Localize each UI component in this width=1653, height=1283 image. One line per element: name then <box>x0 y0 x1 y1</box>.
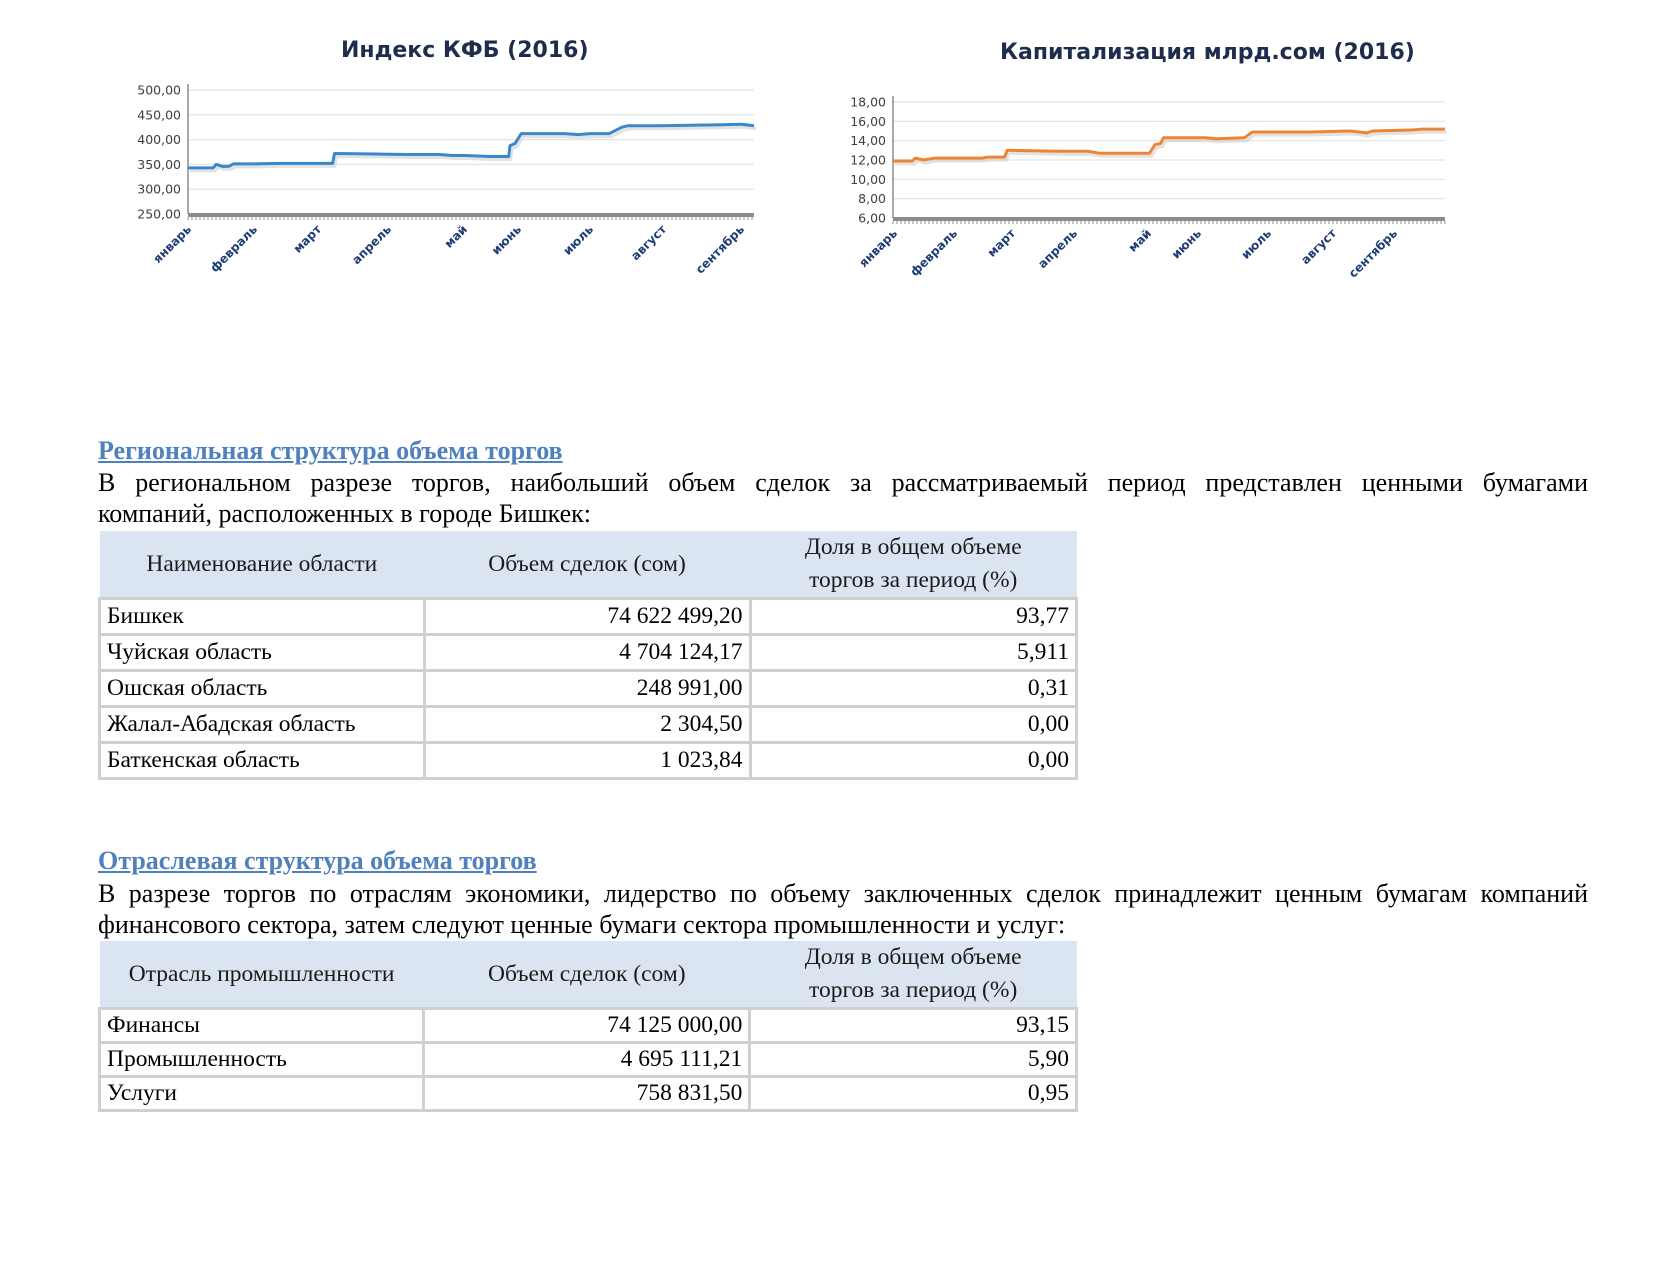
x-month-label: апрель <box>1035 226 1081 272</box>
cell-volume: 2 304,50 <box>424 707 750 743</box>
x-axis <box>188 213 754 217</box>
sector-table <box>98 941 1078 1112</box>
cell-name: Баткенская область <box>100 743 425 779</box>
chart-title-kfb-index: Индекс КФБ (2016) <box>341 38 589 63</box>
table-row <box>100 671 1077 707</box>
cell-name: Финансы <box>100 1009 424 1043</box>
cell-volume: 4 704 124,17 <box>424 635 750 671</box>
cell-name: Промышленность <box>100 1043 424 1077</box>
cell-volume: 74 622 499,20 <box>424 599 750 635</box>
column-header-share-line: Доля в общем объеме <box>804 944 1022 970</box>
cell-share: 5,911 <box>750 635 1077 671</box>
series-line <box>188 124 754 168</box>
cell-share: 0,31 <box>750 671 1077 707</box>
table-row <box>100 1043 1077 1077</box>
cell-name: Жалал-Абадская область <box>100 707 425 743</box>
cell-share: 0,95 <box>750 1077 1077 1111</box>
y-tick-label: 450,00 <box>137 107 181 123</box>
table-header-row <box>100 531 1077 599</box>
paragraph-line: финансового сектора, затем следуют ценные бумаги сектора промышленности и услуг: <box>98 910 1066 939</box>
column-header-industry: Отрасль промышленности <box>100 941 424 1009</box>
section-heading-sector: Отраслевая структура объема торгов <box>98 846 537 875</box>
y-tick-label: 500,00 <box>137 82 181 98</box>
x-month-label: август <box>628 222 670 264</box>
paragraph-regional <box>98 467 1588 529</box>
cell-volume: 1 023,84 <box>424 743 750 779</box>
cell-share: 93,15 <box>750 1009 1077 1043</box>
x-month-label: июнь <box>1168 226 1205 262</box>
paragraph-line: В региональном разрезе торгов, наибольший объем сделок за рассматриваемый период представлен ценными бумагами <box>98 468 1588 497</box>
chart-title-capitalization: Капитализация млрд.сом (2016) <box>1000 40 1415 65</box>
cell-name: Ошская область <box>100 671 425 707</box>
y-tick-label: 12,00 <box>850 152 886 168</box>
y-tick-label: 14,00 <box>850 133 886 149</box>
x-month-label: февраль <box>907 226 961 280</box>
x-month-label: июнь <box>488 222 525 258</box>
column-header-share <box>750 941 1077 1009</box>
column-header-volume: Объем сделок (сом) <box>424 941 750 1009</box>
column-header-share <box>750 531 1077 599</box>
y-tick-label: 18,00 <box>850 94 886 110</box>
x-axis-ticks <box>188 217 752 220</box>
x-month-label: февраль <box>207 222 261 276</box>
x-month-label: сентябрь <box>692 222 748 277</box>
table-row <box>100 707 1077 743</box>
paragraph-line: компаний, расположенных в городе Бишкек: <box>98 499 591 528</box>
table-row <box>100 635 1077 671</box>
cell-volume: 74 125 000,00 <box>424 1009 750 1043</box>
y-tick-label: 400,00 <box>137 132 181 148</box>
cell-share: 93,77 <box>750 599 1077 635</box>
x-month-label: май <box>1125 226 1155 255</box>
y-tick-label: 6,00 <box>858 210 886 226</box>
cell-share: 0,00 <box>750 707 1077 743</box>
column-header-share-line: Доля в общем объеме <box>804 534 1022 560</box>
x-axis <box>893 217 1445 221</box>
column-header-share-line: торгов за период (%) <box>809 977 1018 1003</box>
x-axis-ticks <box>893 221 1445 224</box>
column-header-share-line: торгов за период (%) <box>809 567 1018 593</box>
x-month-label: июль <box>560 222 597 258</box>
paragraph-sector <box>98 878 1588 940</box>
column-header-region: Наименование области <box>100 531 425 599</box>
y-tick-label: 10,00 <box>850 171 886 187</box>
x-month-label: март <box>290 222 325 256</box>
x-month-label: апрель <box>349 222 395 268</box>
x-month-label: май <box>441 222 471 251</box>
cell-name: Услуги <box>100 1077 424 1111</box>
x-month-label: март <box>984 226 1019 260</box>
x-month-label: январь <box>856 226 901 270</box>
cell-share: 5,90 <box>750 1043 1077 1077</box>
cell-name: Бишкек <box>100 599 425 635</box>
x-month-label: июль <box>1238 226 1275 262</box>
column-header-volume: Объем сделок (сом) <box>424 531 750 599</box>
y-tick-label: 250,00 <box>137 206 181 222</box>
table-row <box>100 1077 1077 1111</box>
cell-volume: 758 831,50 <box>424 1077 750 1111</box>
paragraph-line: В разрезе торгов по отраслям экономики, лидерство по объему заключенных сделок принадлежит ценным бумагам компаний <box>98 879 1588 908</box>
kfb-index-line-chart <box>130 80 810 280</box>
table-header-row <box>100 941 1077 1009</box>
table-row <box>100 599 1077 635</box>
x-month-label: сентябрь <box>1345 226 1401 281</box>
regional-table <box>98 531 1078 780</box>
y-tick-label: 350,00 <box>137 156 181 172</box>
section-heading-regional: Региональная структура объема торгов <box>98 436 563 465</box>
x-month-label: январь <box>150 222 195 266</box>
cell-volume: 4 695 111,21 <box>424 1043 750 1077</box>
table-row <box>100 1009 1077 1043</box>
capitalization-line-chart <box>850 90 1560 290</box>
y-tick-label: 300,00 <box>137 181 181 197</box>
table-row <box>100 743 1077 779</box>
cell-share: 0,00 <box>750 743 1077 779</box>
y-tick-label: 16,00 <box>850 113 886 129</box>
cell-volume: 248 991,00 <box>424 671 750 707</box>
cell-name: Чуйская область <box>100 635 425 671</box>
y-tick-label: 8,00 <box>858 191 886 207</box>
x-month-label: август <box>1298 226 1340 268</box>
